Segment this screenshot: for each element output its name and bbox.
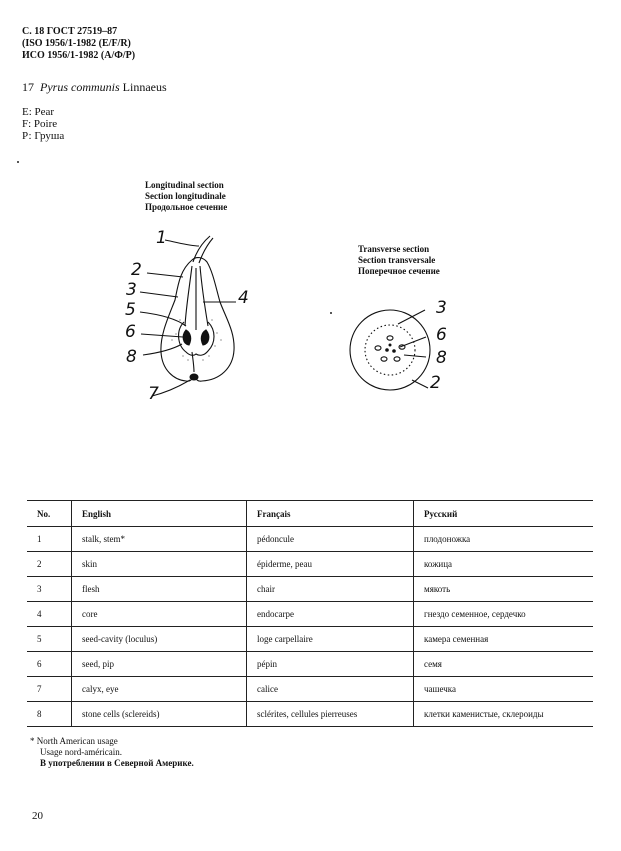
speck-mark [330, 312, 332, 314]
callout-7: 7 [148, 384, 159, 404]
cell-english: seed, pip [72, 652, 247, 677]
t-callout-6: 6 [436, 325, 447, 345]
header-russian: Русский [414, 501, 594, 527]
cell-french: chair [247, 577, 414, 602]
cell-russian: мякоть [414, 577, 594, 602]
cell-no: 1 [27, 527, 72, 552]
name-english: E: Pear [22, 106, 55, 118]
leader-5 [140, 312, 186, 326]
longitudinal-caption-fr: Section longitudinale [145, 191, 226, 201]
cell-russian: камера семенная [414, 627, 594, 652]
cell-no: 7 [27, 677, 72, 702]
table-row [27, 702, 593, 727]
seed-right [201, 330, 209, 345]
cell-no: 6 [27, 652, 72, 677]
cell-no: 2 [27, 552, 72, 577]
cell-russian: гнездо семенное, сердечко [414, 602, 594, 627]
doc-header-iso-ru: ИСО 1956/1-1982 (А/Ф/Р) [22, 50, 136, 61]
cell-french: pédoncule [247, 527, 414, 552]
table-header-row [27, 501, 593, 527]
table-row [27, 652, 593, 677]
name-russian: Р: Груша [22, 130, 65, 142]
doc-header-standard: С. 18 ГОСТ 27519–87 [22, 26, 118, 37]
species-author: Linnaeus [122, 80, 167, 94]
t-leader-8 [404, 355, 426, 357]
header-no: No. [27, 501, 72, 527]
seed-dots [385, 344, 396, 353]
cell-no: 3 [27, 577, 72, 602]
speck-mark [17, 161, 19, 163]
pear-illustrations [0, 0, 621, 420]
cell-english: calyx, eye [72, 677, 247, 702]
cell-french: sclérites, cellules pierreuses [247, 702, 414, 727]
cell-no: 8 [27, 702, 72, 727]
longitudinal-section-drawing [140, 236, 236, 396]
transverse-caption-ru: Поперечное сечение [358, 266, 440, 276]
header-english: English [72, 501, 247, 527]
cell-english: flesh [72, 577, 247, 602]
table-row [27, 577, 593, 602]
page-number: 20 [32, 810, 43, 822]
core-vessel-left [185, 266, 192, 326]
cell-english: core [72, 602, 247, 627]
t-leader-6 [400, 337, 426, 347]
cell-russian: кожица [414, 552, 594, 577]
cell-english: stone cells (sclereids) [72, 702, 247, 727]
core-ring [365, 325, 415, 375]
transverse-caption-en: Transverse section [358, 244, 430, 254]
cell-french: pépin [247, 652, 414, 677]
callout-6: 6 [125, 322, 136, 342]
table-row [27, 627, 593, 652]
cell-french: endocarpe [247, 602, 414, 627]
table-row [27, 527, 593, 552]
cell-english: skin [72, 552, 247, 577]
footnote [30, 736, 194, 769]
core-vessel-right [200, 266, 208, 326]
transverse-caption-fr: Section transversale [358, 255, 436, 265]
cell-russian: семя [414, 652, 594, 677]
leader-1 [165, 240, 199, 246]
table-row [27, 677, 593, 702]
callout-5: 5 [125, 300, 136, 320]
name-french: F: Poire [22, 118, 58, 130]
footnote-en: * North American usage [30, 736, 118, 746]
t-callout-3: 3 [436, 298, 447, 318]
seeds-ring [375, 336, 405, 361]
longitudinal-caption-ru: Продольное сечение [145, 202, 228, 212]
species-latin-name: Pyrus communis [40, 80, 120, 94]
t-callout-2: 2 [430, 373, 441, 393]
cell-french: loge carpellaire [247, 627, 414, 652]
transverse-callouts [430, 298, 447, 393]
fruit-outline [350, 310, 430, 390]
t-leader-2 [412, 380, 428, 388]
table-row [27, 552, 593, 577]
cell-russian: чашечка [414, 677, 594, 702]
cell-english: seed-cavity (loculus) [72, 627, 247, 652]
leader-2 [147, 273, 183, 277]
cell-english: stalk, stem* [72, 527, 247, 552]
t-callout-8: 8 [436, 348, 447, 368]
leader-3 [140, 292, 178, 297]
species-number: 17 [22, 80, 34, 94]
callout-3: 3 [126, 280, 137, 300]
cell-russian: плодоножка [414, 527, 594, 552]
callout-2: 2 [131, 260, 142, 280]
cell-french: calice [247, 677, 414, 702]
longitudinal-callouts [125, 228, 249, 404]
callout-4: 4 [238, 288, 249, 308]
terminology-table [27, 500, 593, 727]
cell-french: épiderme, peau [247, 552, 414, 577]
calyx-eye [190, 374, 198, 380]
transverse-section-drawing [350, 310, 430, 390]
callout-8: 8 [126, 347, 137, 367]
cell-no: 5 [27, 627, 72, 652]
longitudinal-caption-en: Longitudinal section [145, 180, 224, 190]
table-row [27, 602, 593, 627]
cell-no: 4 [27, 602, 72, 627]
doc-header-iso: (ISO 1956/1-1982 (E/F/R) [22, 38, 131, 49]
callout-1: 1 [156, 228, 167, 248]
leader-8 [143, 344, 182, 355]
seed-left [183, 330, 191, 345]
cell-russian: клетки каменистые, склероиды [414, 702, 594, 727]
footnote-fr: Usage nord-américain. [40, 747, 122, 757]
header-french: Français [247, 501, 414, 527]
footnote-ru: В употреблении в Северной Америке. [40, 758, 194, 768]
